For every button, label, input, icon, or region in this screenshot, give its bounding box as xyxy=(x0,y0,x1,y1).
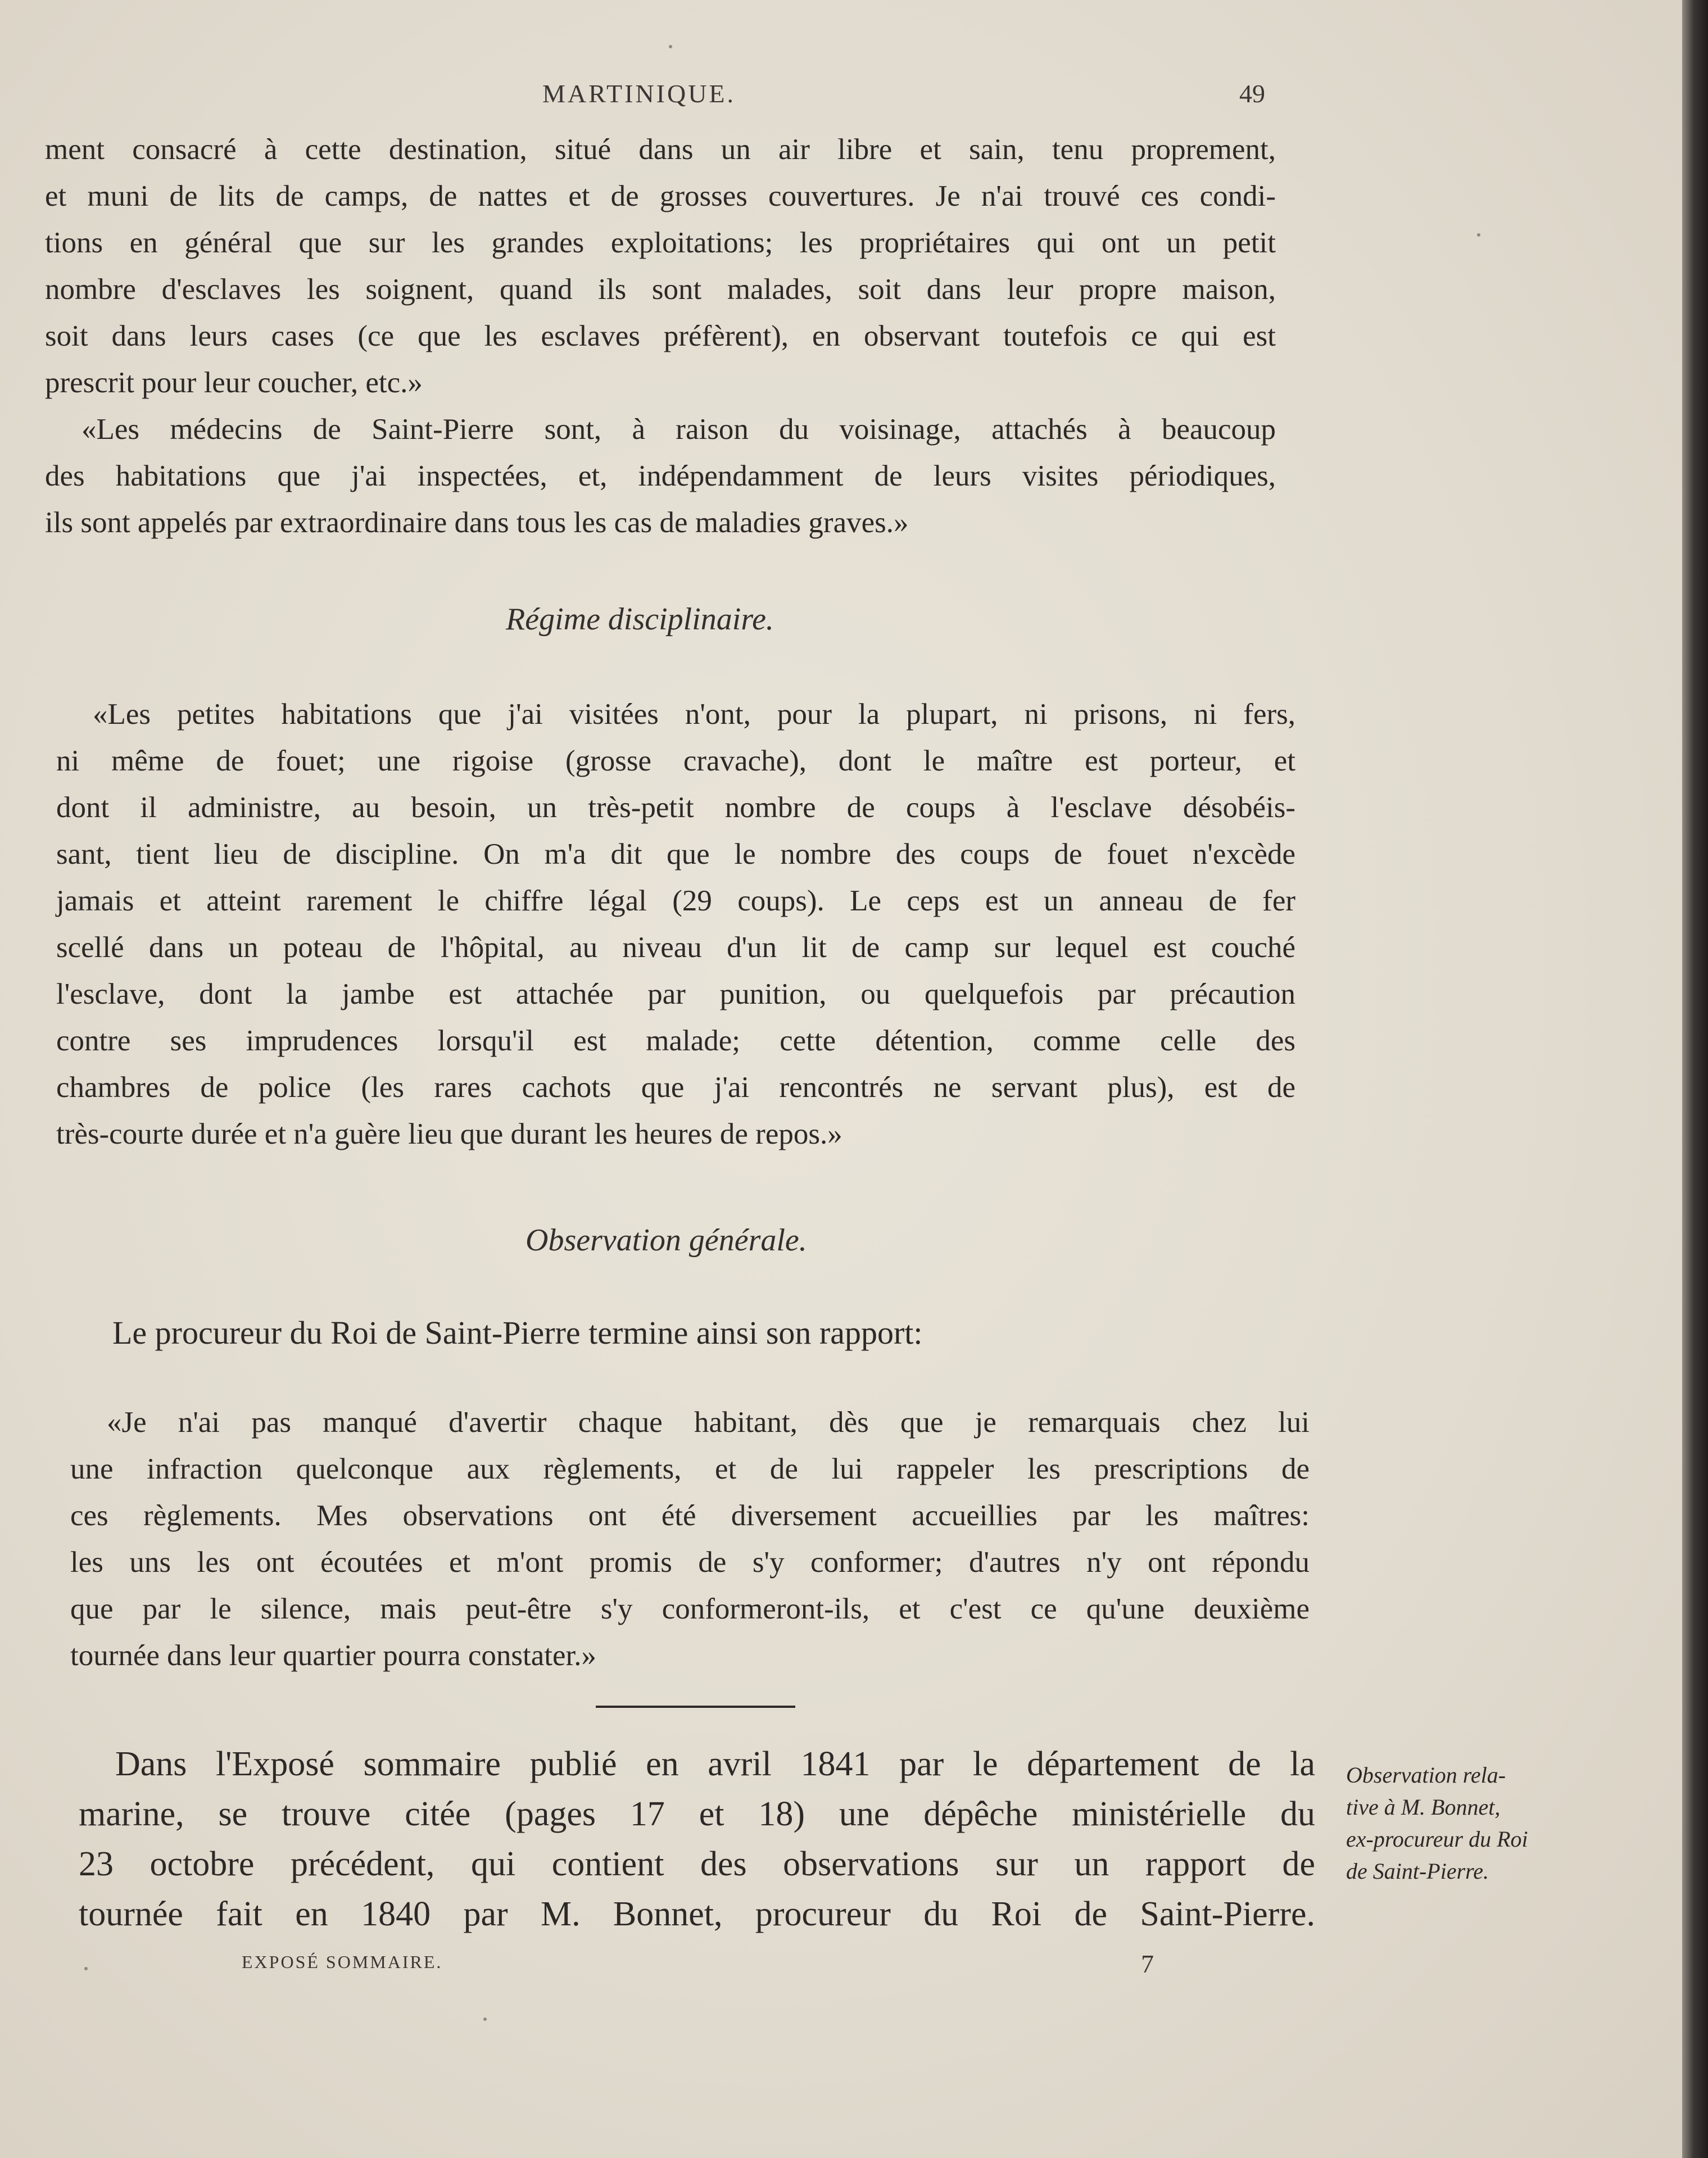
text-line: ni même de fouet; une rigoise (grosse cravache), dont le maître est porteur, et xyxy=(56,745,1295,777)
margin-note-line: de Saint-Pierre. xyxy=(1346,1858,1489,1884)
paper-speck xyxy=(669,45,672,48)
section-divider xyxy=(596,1706,795,1708)
text-line: très-courte durée et n'a guère lieu que durant les heures de repos.» xyxy=(56,1118,842,1150)
text-line: «Je n'ai pas manqué d'avertir chaque habitant, dès que je remarquais chez lui xyxy=(107,1406,1310,1439)
signature-number: 7 xyxy=(1141,1950,1154,1978)
text-line: ment consacré à cette destination, situé dans un air libre et sain, tenu proprement, xyxy=(45,133,1276,166)
page-header xyxy=(42,79,1287,118)
text-line: dont il administre, au besoin, un très-petit nombre de coups à l'esclave désobéis- xyxy=(56,791,1295,824)
text-line: ces règlements. Mes observations ont été diversement accueillies par les maîtres: xyxy=(70,1499,1310,1532)
text-line: soit dans leurs cases (ce que les esclaves préfèrent), en observant toutefois ce qui est xyxy=(45,320,1276,352)
text-line: scellé dans un poteau de l'hôpital, au niveau d'un lit de camp sur lequel est couché xyxy=(56,931,1295,964)
running-title: MARTINIQUE. xyxy=(542,79,736,108)
page-edge-shadow xyxy=(1682,0,1708,2158)
margin-note xyxy=(1346,1759,1582,1887)
paper-speck xyxy=(1477,233,1480,237)
text-line: chambres de police (les rares cachots que j'ai rencontrés ne servant plus), est de xyxy=(56,1071,1295,1104)
text-line: «Les petites habitations que j'ai visitées n'ont, pour la plupart, ni prisons, ni fers, xyxy=(93,698,1295,731)
text-line: que par le silence, mais peut-être s'y conformeront-ils, et c'est ce qu'une deuxième xyxy=(70,1593,1310,1625)
text-line: des habitations que j'ai inspectées, et, indépendamment de leurs visites périodiques, xyxy=(45,460,1276,492)
text-line: tournée dans leur quartier pourra constater.» xyxy=(70,1639,596,1672)
text-line: une infraction quelconque aux règlements, et de lui rappeler les prescriptions de xyxy=(70,1453,1310,1485)
text-line: nombre d'esclaves les soignent, quand ils sont malades, soit dans leur propre maison, xyxy=(45,273,1276,306)
text-line: tournée fait en 1840 par M. Bonnet, procureur du Roi de Saint-Pierre. xyxy=(79,1895,1315,1933)
text-line: contre ses imprudences lorsqu'il est malade; cette détention, comme celle des xyxy=(56,1024,1295,1057)
text-line: tions en général que sur les grandes exploitations; les propriétaires qui ont un petit xyxy=(45,226,1276,259)
margin-note-line: Observation rela- xyxy=(1346,1762,1506,1788)
margin-note-line: ex-procureur du Roi xyxy=(1346,1826,1528,1852)
text-line: ils sont appelés par extraordinaire dans tous les cas de maladies graves.» xyxy=(45,506,909,539)
text-line: et muni de lits de camps, de nattes et de grosses couvertures. Je n'ai trouvé ces condi- xyxy=(45,180,1276,212)
paragraph-expose xyxy=(79,1739,1315,1939)
text-line: 23 octobre précédent, qui contient des observations sur un rapport de xyxy=(79,1845,1315,1883)
section-heading-observation: Observation générale. xyxy=(525,1223,807,1258)
text-line: Dans l'Exposé sommaire publié en avril 1841 par le département de la xyxy=(115,1745,1315,1783)
paragraph-discipline xyxy=(56,691,1295,1158)
paragraph-intro: Le procureur du Roi de Saint-Pierre termine ainsi son rapport: xyxy=(112,1314,923,1351)
page-number: 49 xyxy=(1239,79,1265,108)
paper-speck xyxy=(84,1967,88,1970)
text-line: les uns les ont écoutées et m'ont promis de s'y conformer; d'autres n'y ont répondu xyxy=(70,1546,1310,1579)
paragraph-infirmary xyxy=(45,126,1276,406)
paragraph-report-quote xyxy=(70,1399,1310,1679)
text-line: «Les médecins de Saint-Pierre sont, à raison du voisinage, attachés à beaucoup xyxy=(81,413,1276,446)
signature-mark: EXPOSÉ SOMMAIRE. xyxy=(242,1952,443,1972)
text-line: sant, tient lieu de discipline. On m'a dit que le nombre des coups de fouet n'excède xyxy=(56,838,1295,871)
margin-note-line: tive à M. Bonnet, xyxy=(1346,1794,1501,1820)
paper-speck xyxy=(483,2018,487,2021)
text-line: l'esclave, dont la jambe est attachée par punition, ou quelquefois par précaution xyxy=(56,978,1295,1010)
paragraph-doctors xyxy=(45,406,1276,546)
section-heading-regime: Régime disciplinaire. xyxy=(506,602,774,637)
text-line: marine, se trouve citée (pages 17 et 18) une dépêche ministérielle du xyxy=(79,1795,1315,1833)
text-line: prescrit pour leur coucher, etc.» xyxy=(45,366,423,399)
text-line: jamais et atteint rarement le chiffre légal (29 coups). Le ceps est un anneau de fer xyxy=(56,885,1295,917)
